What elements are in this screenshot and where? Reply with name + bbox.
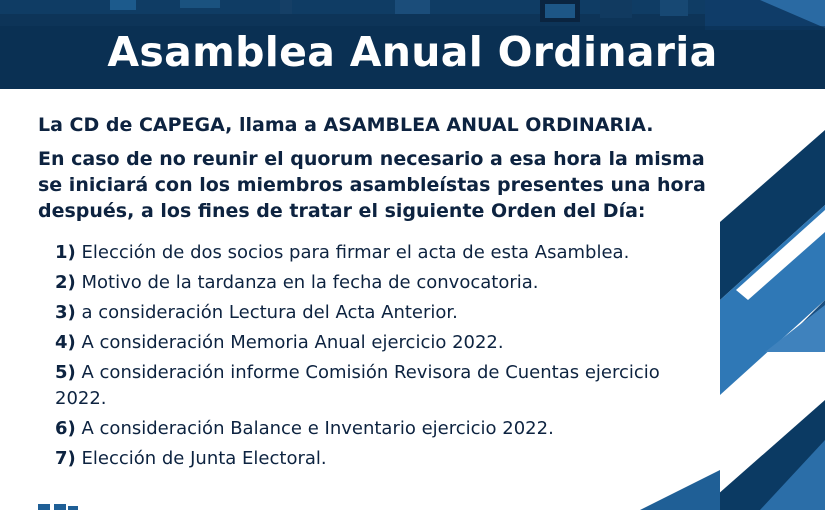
agenda-item-text: Elección de dos socios para firmar el acta de esta Asamblea. bbox=[81, 242, 630, 263]
agenda-item bbox=[55, 360, 675, 412]
agenda-item-text: A consideración informe Comisión Revisora de Cuentas ejercicio 2022. bbox=[55, 362, 660, 409]
agenda-item bbox=[55, 300, 675, 326]
agenda-list bbox=[38, 240, 675, 472]
agenda-item-number: 5) bbox=[55, 362, 76, 383]
logo-fragment bbox=[38, 500, 80, 510]
agenda-item bbox=[55, 416, 675, 442]
agenda-item-text: A consideración Balance e Inventario ejercicio 2022. bbox=[81, 418, 554, 439]
agenda-item bbox=[55, 446, 675, 472]
agenda-item bbox=[55, 330, 675, 356]
agenda-item-number: 3) bbox=[55, 302, 76, 323]
agenda-item-number: 2) bbox=[55, 272, 76, 293]
agenda-item-number: 6) bbox=[55, 418, 76, 439]
agenda-item-number: 4) bbox=[55, 332, 76, 353]
header-banner bbox=[0, 0, 825, 89]
agenda-item bbox=[55, 270, 675, 296]
agenda-item-text: A consideración Memoria Anual ejercicio 2022. bbox=[81, 332, 504, 353]
notice-intro: En caso de no reunir el quorum necesario a esa hora la misma se iniciará con los miembros asambleístas presentes una hora después, a los fines de tratar el siguiente Orden del Día: bbox=[38, 148, 706, 222]
assembly-notice bbox=[38, 110, 718, 476]
agenda-item-number: 7) bbox=[55, 448, 76, 469]
banner-title: Asamblea Anual Ordinaria bbox=[107, 28, 718, 76]
agenda-item-text: a consideración Lectura del Acta Anterior. bbox=[81, 302, 458, 323]
agenda-item-text: Elección de Junta Electoral. bbox=[81, 448, 327, 469]
notice-heading: La CD de CAPEGA, llama a ASAMBLEA ANUAL ORDINARIA. bbox=[38, 114, 654, 136]
agenda-item-text: Motivo de la tardanza en la fecha de convocatoria. bbox=[81, 272, 539, 293]
agenda-item bbox=[55, 240, 675, 266]
agenda-item-number: 1) bbox=[55, 242, 76, 263]
